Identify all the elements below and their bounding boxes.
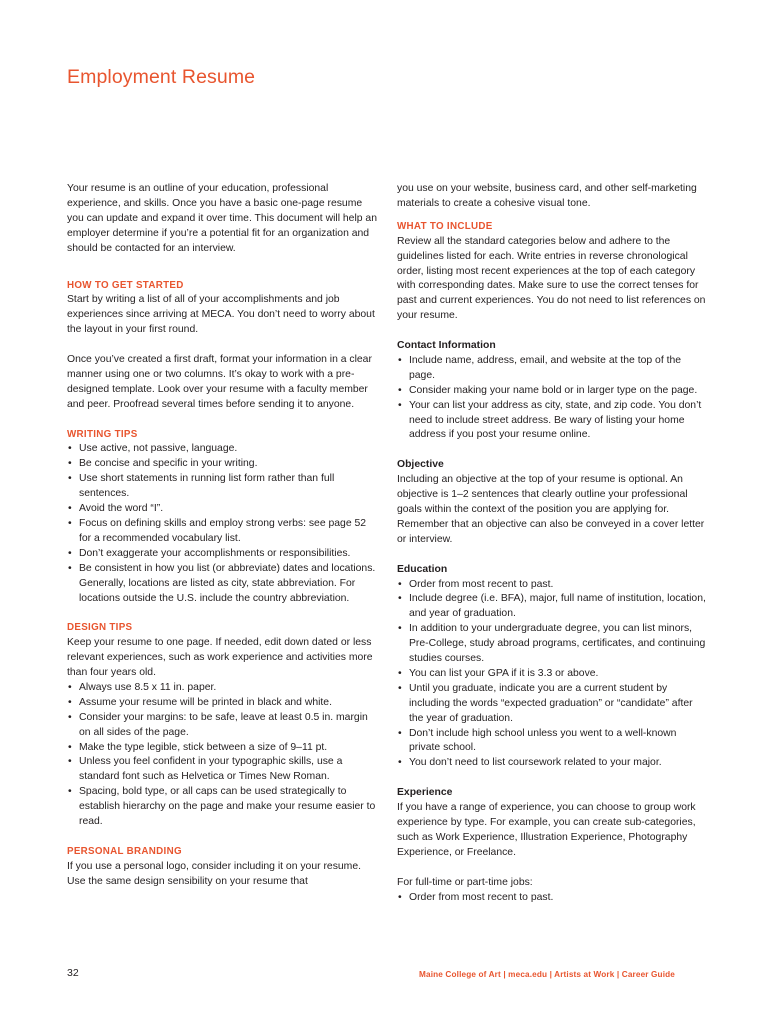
list-item: • Be consistent in how you list (or abbreviate) dates and locations. Generally, locations are listed as city, state abbreviation. For locations outside the U.S. include the country abbreviation. [67,562,377,607]
list-item: • Unless you feel confident in your typographic skills, use a standard font such as Helvetica or Times New Roman. [67,755,377,785]
objective-heading: Objective [397,459,444,471]
list-item: • You don’t need to list coursework related to your major. [397,756,709,771]
list-item: • Focus on defining skills and employ strong verbs: see page 52 for a recommended vocabulary list. [67,517,377,547]
right-column [397,182,709,905]
experience-subhead: For full-time or part-time jobs: [397,876,533,888]
list-item: • Be concise and specific in your writing. [67,457,377,472]
design-tips-heading: DESIGN TIPS [67,622,133,634]
list-item: • Don’t include high school unless you went to a well-known private school. [397,727,709,757]
what-to-include-heading: WHAT TO INCLUDE [397,220,493,232]
experience-heading: Experience [397,787,453,799]
left-column [67,182,377,890]
list-item: • Use short statements in running list form rather than full sentences. [67,472,377,502]
design-tips-intro: Keep your resume to one page. If needed, edit down dated or less relevant experiences, such as work experience and activities more than four years old. [67,637,373,679]
education-heading: Education [397,563,448,575]
personal-branding-paragraph: If you use a personal logo, consider including it on your resume. Use the same design sensibility on your resume that [67,860,361,887]
objective-paragraph: Including an objective at the top of your resume is optional. An objective is 1–2 sentences that clearly outline your professional goals within the context of the position you are applying for. Remember that an objective can also be conveyed in a cover letter or interview. [397,474,705,545]
education-list [397,578,709,772]
page-number: 32 [67,967,79,979]
contact-information-heading: Contact Information [397,340,496,352]
how-to-get-started-heading: HOW TO GET STARTED [67,279,184,291]
list-item: • Include degree (i.e. BFA), major, full name of institution, location, and year of graduation. [397,592,709,622]
list-item: • Your can list your address as city, state, and zip code. You don’t need to include street address. Be wary of listing your home address if you post your resume online. [397,399,709,444]
list-item: • Until you graduate, indicate you are a current student by including the words “expected graduation” or “candidate” after the year of graduation. [397,682,709,727]
list-item: • Order from most recent to past. [397,891,709,906]
list-item: • In addition to your undergraduate degree, you can list minors, Pre-College, study abroad programs, certificates, and continuing studies courses. [397,622,709,667]
list-item: • Spacing, bold type, or all caps can be used strategically to establish hierarchy on the page and make your resume easier to read. [67,785,377,830]
list-item: • You can list your GPA if it is 3.3 or above. [397,667,709,682]
what-to-include-paragraph: Review all the standard categories below and adhere to the guidelines listed for each. Write entries in reverse chronological order, listing most recent experiences at the top of each category with corresponding dates. Make sure to use the correct tenses for past and current experiences. You do not need to list references on your resume. [397,235,706,322]
personal-branding-heading: PERSONAL BRANDING [67,845,182,857]
list-item: • Include name, address, email, and website at the top of the page. [397,354,709,384]
writing-tips-list [67,442,377,606]
list-item: • Order from most recent to past. [397,578,709,593]
getting-started-paragraph-2: Once you’ve created a first draft, format your information in a clear manner using one or two columns. It’s okay to work with a pre-designed template. Look over your resume with a faculty member and peer. Proofread several times before sending it to anyone. [67,354,372,410]
design-tips-list [67,681,377,830]
getting-started-paragraph-1: Start by writing a list of all of your accomplishments and job experiences since arriving at MECA. You don’t need to worry about the layout in your first round. [67,294,375,336]
writing-tips-heading: WRITING TIPS [67,428,138,440]
list-item: • Make the type legible, stick between a size of 9–11 pt. [67,741,377,756]
contact-information-list [397,354,709,443]
intro-paragraph: Your resume is an outline of your education, professional experience, and skills. Once you have a basic one-page resume you can update and expand it over time. This document will help an employer determine if you’re a potential fit for an organization and should be contacted for an interview. [67,183,377,254]
list-item: • Consider making your name bold or in larger type on the page. [397,384,709,399]
list-item: • Consider your margins: to be safe, leave at least 0.5 in. margin on all sides of the page. [67,711,377,741]
experience-paragraph: If you have a range of experience, you can choose to group work experience by type. For example, you can create sub-categories, such as Work Experience, Illustration Experience, Photography Experience, or Freelance. [397,802,696,858]
list-item: • Avoid the word “I”. [67,502,377,517]
list-item: • Always use 8.5 x 11 in. paper. [67,681,377,696]
page-title: Employment Resume [67,66,256,88]
footer-text: Maine College of Art | meca.edu | Artists at Work | Career Guide [419,970,675,979]
list-item: • Use active, not passive, language. [67,442,377,457]
list-item: • Don’t exaggerate your accomplishments or responsibilities. [67,547,377,562]
list-item: • Assume your resume will be printed in black and white. [67,696,377,711]
experience-list [397,891,709,906]
personal-branding-continued: you use on your website, business card, and other self-marketing materials to create a cohesive visual tone. [397,183,697,209]
